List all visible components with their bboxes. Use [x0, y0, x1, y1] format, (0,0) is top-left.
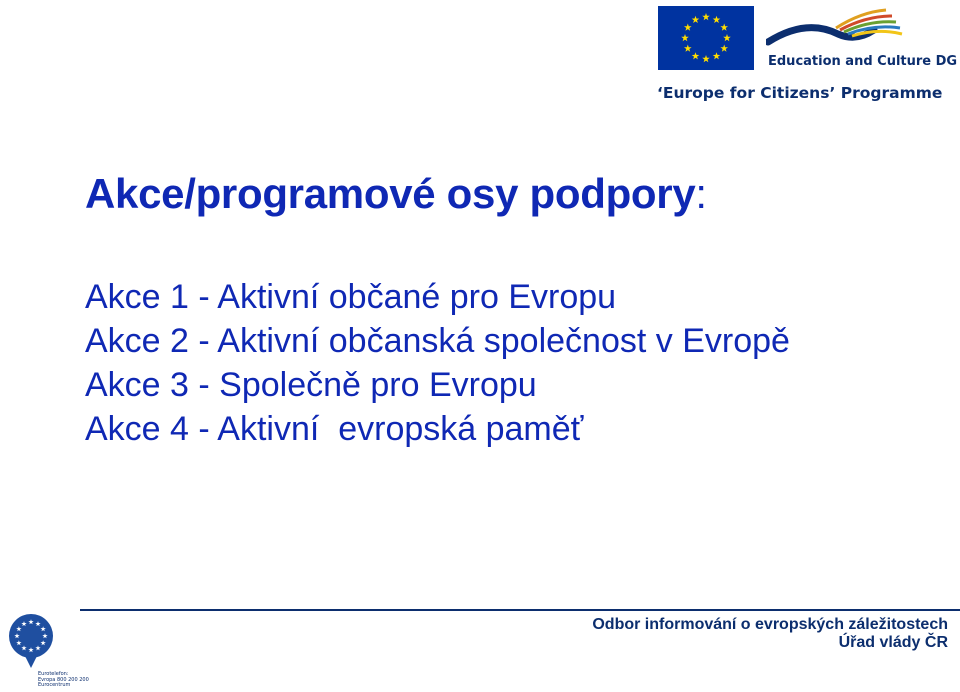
footer-divider: [80, 609, 960, 611]
slide-title-text: Akce/programové osy podpory: [85, 170, 696, 217]
eu-flag-logo: [658, 6, 754, 70]
slide-title: [85, 170, 707, 218]
eurocentrum-line-3: Eurocentrum: [38, 682, 71, 688]
office-name: Odbor informování o evropských záležitostech: [592, 616, 948, 633]
eurocentrum-logo: [4, 612, 58, 668]
action-item-3: Akce 3 - Společně pro Evropu: [85, 366, 537, 404]
action-item-1: Akce 1 - Aktivní občané pro Evropu: [85, 278, 617, 316]
education-culture-dg-logo: [766, 4, 916, 48]
government-name: Úřad vlády ČR: [838, 634, 948, 651]
action-item-2: Akce 2 - Aktivní občanská společnost v Evropě: [85, 322, 790, 360]
dg-name: Education and Culture DG: [768, 54, 958, 69]
slide-title-colon: :: [695, 170, 707, 217]
action-item-4: Akce 4 - Aktivní evropská paměť: [85, 410, 584, 448]
eurocentrum-line-1: Eurotelefon:: [38, 671, 69, 677]
programme-name: ‘Europe for Citizens’ Programme: [657, 84, 943, 102]
eurocentrum-line-2: Evropa 800 200 200: [38, 676, 89, 683]
action-list: [85, 275, 790, 451]
eurocentrum-contact: [38, 672, 89, 689]
